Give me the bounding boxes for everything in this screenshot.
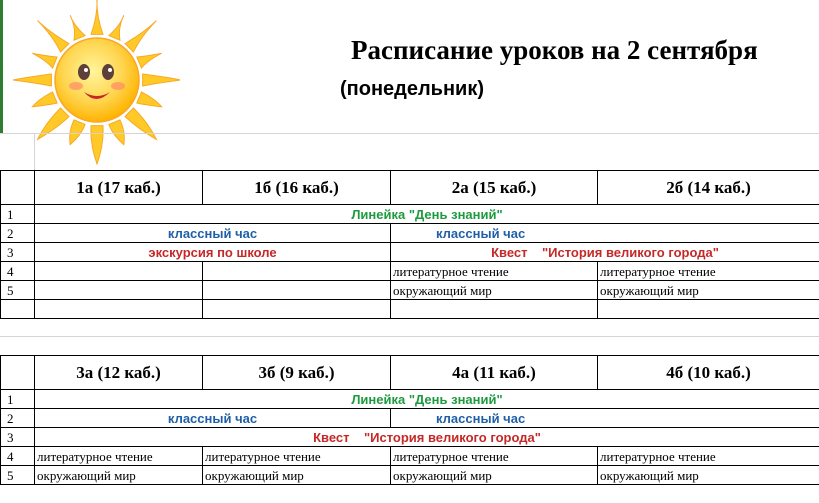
sun-icon [0,0,180,165]
lesson-cell [35,262,203,281]
lesson-number: 4 [1,262,35,281]
class-header-4b: 4б (10 каб.) [598,356,819,390]
class-hour-cell: классный час [35,224,391,243]
lesson-cell: окружающий мир [391,281,598,300]
empty-cell [203,300,391,319]
grid-line [34,133,35,170]
table-row [1,262,819,281]
sun-ray [125,108,156,139]
table-header-row [1,171,819,205]
num-header-cell [1,356,35,390]
table-row [1,390,819,409]
quest-cell: Квест "История великого города" [35,428,819,447]
sun-ray [143,74,180,86]
class-header-2b: 2б (14 каб.) [598,171,819,205]
lesson-number: 5 [1,466,35,485]
schedule-table-2 [0,355,819,485]
table-row [1,409,819,428]
schedule-table-1 [0,170,819,319]
class-hour-cell: классный час [391,409,819,428]
sun-ray [125,21,156,52]
assembly-cell: Линейка "День знаний" [35,390,819,409]
sun-ray [70,15,85,40]
lesson-cell: окружающий мир [598,466,819,485]
sun-ray [32,92,57,107]
class-header-1b: 1б (16 каб.) [203,171,391,205]
table-row [1,300,819,319]
empty-cell [391,300,598,319]
class-hour-cell: классный час [391,224,819,243]
table-row [1,466,819,485]
assembly-cell: Линейка "День знаний" [35,205,819,224]
table-row [1,224,819,243]
lesson-cell [35,281,203,300]
lesson-cell: литературное чтение [598,262,819,281]
grid-line [0,133,819,134]
lesson-number: 1 [1,390,35,409]
excursion-cell: экскурсия по школе [35,243,391,262]
class-hour-cell: классный час [35,409,391,428]
table-header-row [1,356,819,390]
lesson-cell: окружающий мир [391,466,598,485]
lesson-cell: литературное чтение [598,447,819,466]
lesson-cell: литературное чтение [35,447,203,466]
sun-ray [38,108,69,139]
class-header-1a: 1а (17 каб.) [35,171,203,205]
empty-cell [35,300,203,319]
class-header-3b: 3б (9 каб.) [203,356,391,390]
class-header-4a: 4а (11 каб.) [391,356,598,390]
lesson-number: 5 [1,281,35,300]
class-header-2a: 2а (15 каб.) [391,171,598,205]
page-subtitle: (понедельник) [340,78,485,100]
sun-ray [109,15,124,40]
lesson-cell: литературное чтение [203,447,391,466]
lesson-number: 3 [1,428,35,447]
table-gap [0,320,819,355]
sun-ray [91,126,103,164]
lesson-cell [203,281,391,300]
sun-ray [38,21,69,52]
lesson-cell: окружающий мир [35,466,203,485]
table-row [1,281,819,300]
class-header-3a: 3а (12 каб.) [35,356,203,390]
table-row [1,447,819,466]
sun-ray [137,53,162,68]
lesson-cell [203,262,391,281]
quest-cell: Квест "История великого города" [391,243,819,262]
lesson-number: 2 [1,224,35,243]
lesson-number: 2 [1,409,35,428]
lesson-cell: окружающий мир [203,466,391,485]
page-title: Расписание уроков на 2 сентября [351,35,758,65]
empty-cell [598,300,819,319]
lesson-cell: литературное чтение [391,447,598,466]
sun-ray [13,74,51,86]
table-row [1,205,819,224]
sun-ray [137,92,162,107]
lesson-cell: литературное чтение [391,262,598,281]
sun-ray [91,0,103,34]
sun-ray [32,53,57,68]
table-row [1,243,819,262]
empty-cell [1,300,35,319]
lesson-number: 4 [1,447,35,466]
num-header-cell [1,171,35,205]
lesson-cell: окружающий мир [598,281,819,300]
lesson-number: 1 [1,205,35,224]
grid-line [0,336,819,337]
table-row [1,428,819,447]
lesson-number: 3 [1,243,35,262]
